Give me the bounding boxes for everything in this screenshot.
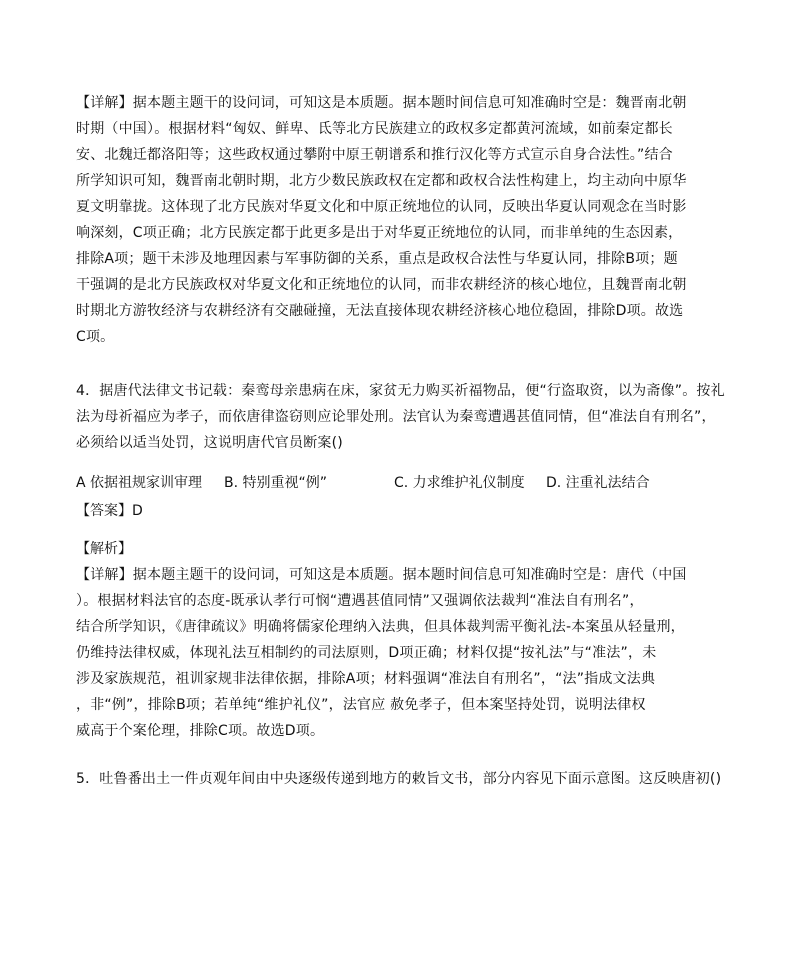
q3-explanation-line: 响深刻，C项正确；北方民族定都于此更多是出于对华夏正统地位的认同，而非单纯的生态因素， (76, 225, 683, 241)
question-4-line: 必须给以适当处罚，这说明唐代官员断案() (76, 435, 343, 451)
q3-explanation-line: 夏文明靠拢。这体现了北方民族对华夏文化和中原正统地位的认同，反映出华夏认同观念在当时影 (76, 199, 687, 215)
question-4-options (76, 470, 726, 496)
q3-explanation-line: 时期北方游牧经济与农耕经济有交融碰撞，无法直接体现农耕经济核心地位稳固，排除D项。故选 (76, 303, 684, 319)
question-5-line: 5．吐鲁番出土一件贞观年间由中央逐级传递到地方的敕旨文书，部分内容见下面示意图。这反映唐初() (76, 771, 722, 787)
q3-explanation-line: 排除A项；题干未涉及地理因素与军事防御的关系，重点是政权合法性与华夏认同，排除B项；题 (76, 251, 678, 267)
q3-explanation-line: C项。 (76, 329, 115, 345)
question-4-line: 法为母祈福应为孝子，而依唐律盗窃则应论罪处刑。法官认为秦鸾遭遇甚值同情，但“准法自有刑名”， (76, 409, 716, 425)
q3-explanation-line: 时期（中国）。根据材料“匈奴、鲜卑、氐等北方民族建立的政权多定都黄河流域，如前秦定都长 (76, 121, 673, 137)
option-d: D. 注重礼法结合 (546, 475, 650, 491)
q3-explanation-line: 安、北魏迁都洛阳等；这些政权通过攀附中原王朝谱系和推行汉化等方式宣示自身合法性。”结合 (76, 147, 673, 163)
q4-explanation-line: 结合所学知识，《唐律疏议》明确将儒家伦理纳入法典，但具体裁判需平衡礼法-本案虽从轻量刑， (76, 619, 685, 635)
q4-explanation-line: ，非“例”，排除B项；若单纯“维护礼仪”，法官应 赦免孝子，但本案坚持处罚，说明法律权 (76, 697, 646, 713)
analysis-label: 【解析】 (76, 541, 132, 557)
question-4-line: 4．据唐代法律文书记载：秦鸾母亲患病在床，家贫无力购买祈福物品，便“行盗取资，以为斋像”。按礼 (76, 383, 725, 399)
q4-explanation-line: 仍维持法律权威，体现礼法互相制约的司法原则，D项正确；材料仅提“按礼法”与“准法”，未 (76, 645, 657, 661)
q4-explanation-line: 【详解】据本题主题干的设问词，可知这是本质题。据本题时间信息可知准确时空是：唐代（中国 (76, 567, 687, 583)
q3-explanation-line: 所学知识可知，魏晋南北朝时期，北方少数民族政权在定都和政权合法性构建上，均主动向中原华 (76, 173, 687, 189)
q4-explanation-line: ）。根据材料法官的态度-既承认孝行可悯“遭遇甚值同情”又强调依法裁判“准法自有刑名”， (76, 593, 644, 609)
option-b: B. 特别重视“例” (224, 475, 328, 491)
option-a: A 依据祖规家训审理 (76, 475, 203, 491)
question-5 (76, 766, 726, 792)
q3-explanation-line: 【详解】据本题主题干的设问词，可知这是本质题。据本题时间信息可知准确时空是：魏晋南北朝 (76, 95, 687, 111)
q3-explanation-line: 干强调的是北方民族政权对华夏文化和正统地位的认同，而非农耕经济的核心地位，且魏晋南北朝 (76, 277, 687, 293)
option-c: C. 力求维护礼仪制度 (394, 475, 525, 491)
question-4 (76, 378, 726, 456)
question-4-answer: 【答案】D (76, 503, 143, 519)
q4-explanation-line: 涉及家族规范，祖训家规非法律依据，排除A项；材料强调“准法自有刑名”，“法”指成文法典 (76, 671, 656, 687)
q4-explanation (76, 562, 726, 744)
q4-explanation-line: 威高于个案伦理，排除C项。故选D项。 (76, 723, 325, 739)
q3-explanation (76, 90, 726, 350)
